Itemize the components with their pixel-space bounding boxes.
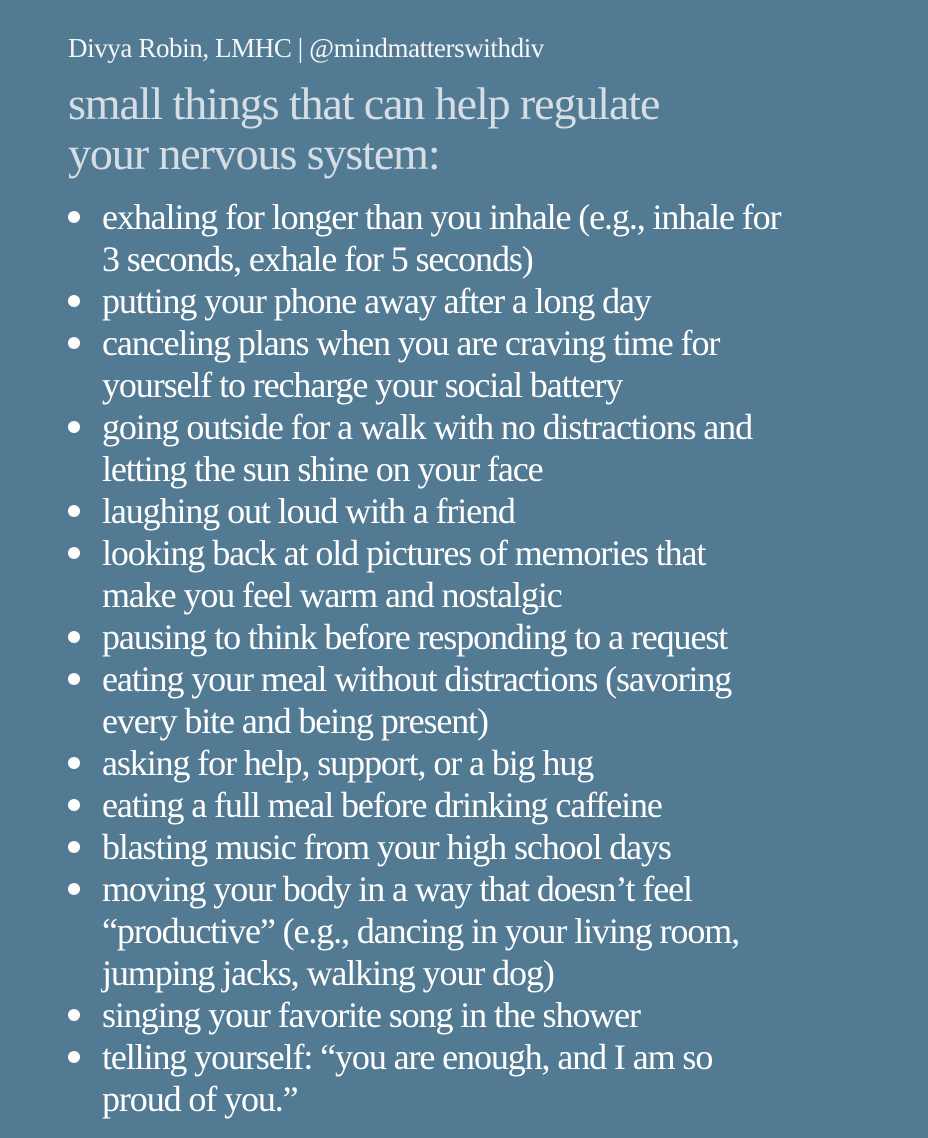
list-item [60,322,910,406]
list-item-text: singing your favorite song in the shower [102,995,640,1035]
list-item-text: letting the sun shine on your face [102,449,543,489]
bullet-dot-icon [68,757,80,769]
list-item [60,196,910,280]
list-item-text: moving your body in a way that doesn’t feel [102,869,692,909]
list-item [60,1036,910,1120]
bullet-dot-icon [68,799,80,811]
list-item-text: asking for help, support, or a big hug [102,743,594,783]
list-item [60,616,910,658]
list-item-text: jumping jacks, walking your dog) [102,953,554,993]
list-item [60,280,910,322]
list-item [60,742,910,784]
bullet-dot-icon [68,1009,80,1021]
bullet-dot-icon [68,421,80,433]
bullet-dot-icon [68,547,80,559]
list-item [60,532,910,616]
title-line: small things that can help regulate [68,78,660,129]
list-item [60,658,910,742]
list-item-text: laughing out loud with a friend [102,491,515,531]
list-item [60,490,910,532]
bullet-dot-icon [68,1051,80,1063]
list-item-text: going outside for a walk with no distractions and [102,407,752,447]
list-item-text: telling yourself: “you are enough, and I am so [102,1037,713,1077]
bullet-dot-icon [68,631,80,643]
list-item-text: putting your phone away after a long day [102,281,651,321]
list-item [60,784,910,826]
list-item-text: eating your meal without distractions (savoring [102,659,732,699]
list-item-text: looking back at old pictures of memories that [102,533,706,573]
author-byline: Divya Robin, LMHC | @mindmatterswithdiv [68,33,544,63]
list-item-text: yourself to recharge your social battery [102,365,623,405]
bullet-dot-icon [68,337,80,349]
tips-list [60,196,910,1120]
bullet-dot-icon [68,211,80,223]
list-item [60,868,910,994]
list-item-text: 3 seconds, exhale for 5 seconds) [102,239,533,279]
list-item-text: every bite and being present) [102,701,488,741]
list-item [60,994,910,1036]
bullet-dot-icon [68,841,80,853]
list-item [60,406,910,490]
list-item-text: make you feel warm and nostalgic [102,575,562,615]
list-item-text: eating a full meal before drinking caffeine [102,785,662,825]
page-title [68,79,888,179]
list-item-text: “productive” (e.g., dancing in your living room, [102,911,740,951]
list-item-text: blasting music from your high school days [102,827,671,867]
list-item-text: proud of you.” [102,1079,298,1119]
bullet-dot-icon [68,883,80,895]
list-item-text: canceling plans when you are craving time for [102,323,720,363]
list-item [60,826,910,868]
title-line: your nervous system: [68,128,440,179]
bullet-dot-icon [68,295,80,307]
bullet-dot-icon [68,505,80,517]
bullet-dot-icon [68,673,80,685]
list-item-text: exhaling for longer than you inhale (e.g., inhale for [102,197,781,237]
list-item-text: pausing to think before responding to a request [102,617,728,657]
